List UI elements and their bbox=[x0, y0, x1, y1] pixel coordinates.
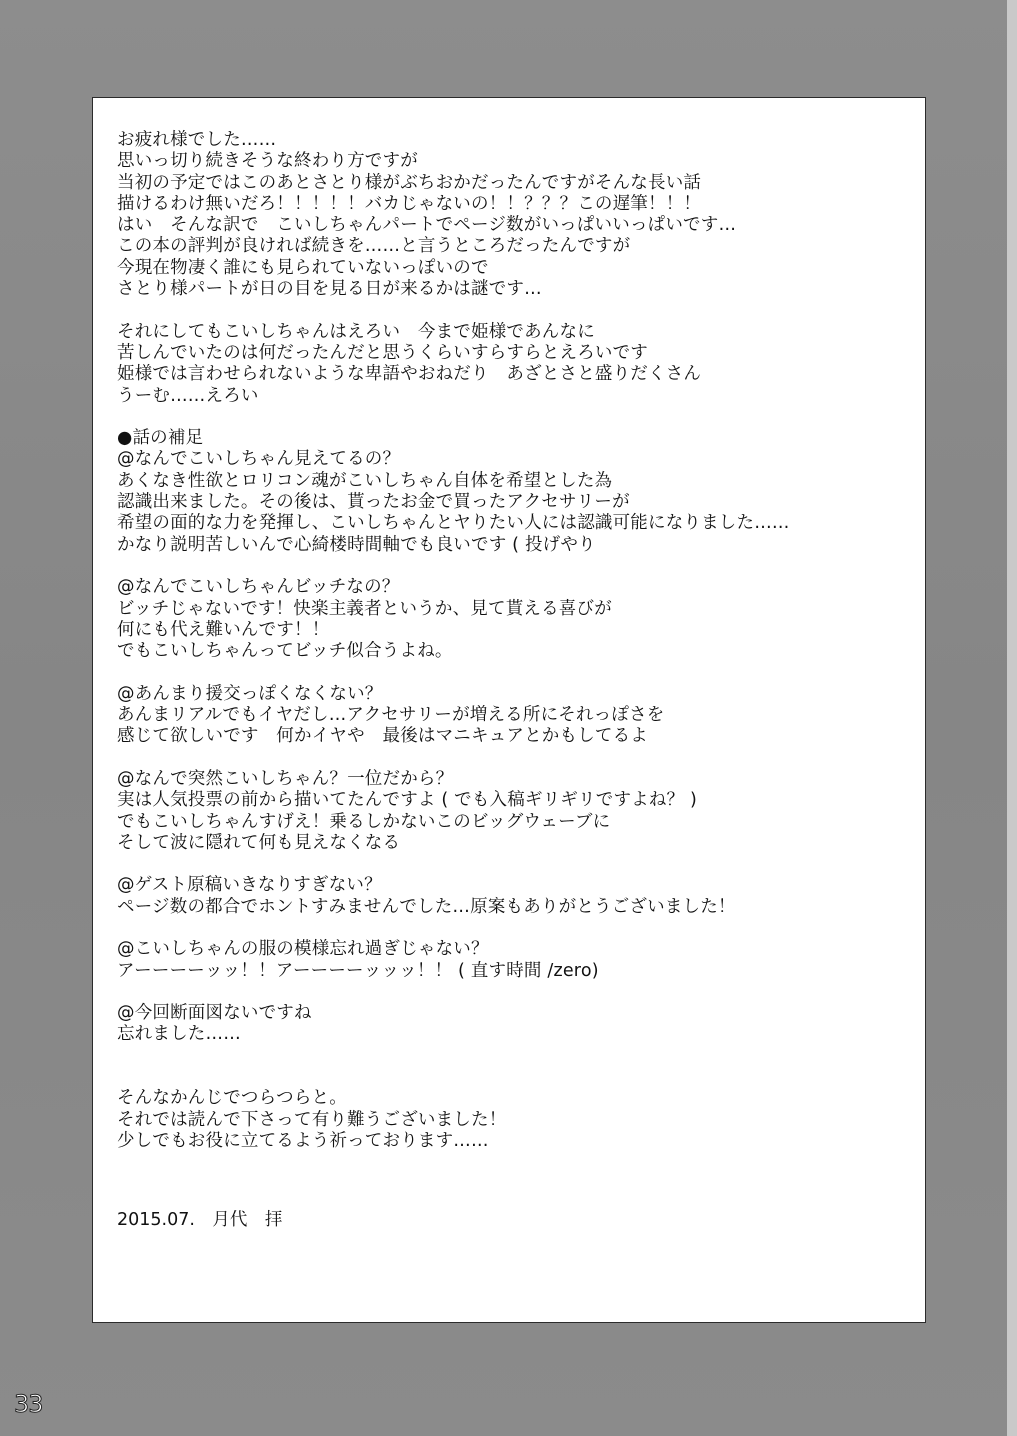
text-line: それにしてもこいしちゃんはえろい 今まで姫様であんなに bbox=[117, 321, 595, 342]
text-line: この本の評判が良ければ続きを……と言うところだったんですが bbox=[117, 236, 631, 257]
text-line: 認識出来ました。その後は、貰ったお金で買ったアクセサリーが bbox=[117, 492, 630, 513]
text-line: はい そんな訳で こいしちゃんパートでページ数がいっぱいいっぱいです… bbox=[117, 215, 737, 236]
text-line: 実は人気投票の前から描いてたんですよ ( でも入稿ギリギリですよね？ ) bbox=[117, 790, 698, 811]
afterword-panel bbox=[92, 97, 926, 1323]
text-line: 描けるわけ無いだろ！！！！！バカじゃないの！！？？？この遅筆！！！ bbox=[117, 193, 702, 214]
question-line: @ゲスト原稿いきなりすぎない？ bbox=[117, 875, 382, 896]
text-line: さとり様パートが日の目を見る日が来るかは謎です… bbox=[117, 279, 542, 300]
text-line: 思いっ切り続きそうな終わり方ですが bbox=[117, 151, 418, 172]
text-line: 姫様では言わせられないような卑語やおねだり あざとさと盛りだくさん bbox=[117, 364, 702, 385]
text-line: お疲れ様でした…… bbox=[117, 130, 277, 150]
page-edge bbox=[1007, 0, 1017, 1436]
signature-date: 2015.07. 月代 拝 bbox=[117, 1210, 283, 1230]
question-line: @こいしちゃんの服の模様忘れ過ぎじゃない？ bbox=[117, 939, 489, 960]
question-line: @なんでこいしちゃんビッチなの？ bbox=[117, 577, 400, 598]
text-line-blank bbox=[117, 748, 907, 769]
text-line: 何にも代え難いんです！！ bbox=[117, 619, 330, 640]
text-line: それでは読んで下さって有り難うございました！ bbox=[117, 1109, 507, 1130]
text-line: 希望の面的な力を発揮し、こいしちゃんとヤりたい人には認識可能になりました…… bbox=[117, 513, 790, 534]
text-line: 少しでもお役に立てるよう祈っております…… bbox=[117, 1130, 489, 1151]
question-line: @あんまり援交っぽくなくない？ bbox=[117, 683, 383, 704]
text-line-blank bbox=[117, 556, 907, 577]
text-line-blank bbox=[117, 1046, 907, 1067]
text-line-blank bbox=[117, 662, 907, 683]
text-line: あくなき性欲とロリコン魂がこいしちゃん自体を希望とした為 bbox=[117, 470, 613, 491]
text-line: あんまリアルでもイヤだし…アクセサリーが増える所にそれっぽさを bbox=[117, 705, 665, 726]
text-line-blank bbox=[117, 854, 907, 875]
afterword-text bbox=[117, 130, 907, 1152]
text-line: でもこいしちゃんすげえ！乗るしかないこのビッグウェーブに bbox=[117, 811, 611, 832]
page-number: 33 bbox=[14, 1390, 43, 1418]
text-line: そして波に隠れて何も見えなくなる bbox=[117, 832, 401, 853]
text-line: かなり説明苦しいんで心綺楼時間軸でも良いです ( 投げやり bbox=[117, 534, 596, 555]
text-line: 苦しんでいたのは何だったんだと思うくらいすらすらとえろいです bbox=[117, 342, 648, 363]
text-line-blank bbox=[117, 1067, 907, 1088]
text-line-blank bbox=[117, 918, 907, 939]
text-line: うーむ……えろい bbox=[117, 385, 259, 406]
text-line: 当初の予定ではこのあとさとり様がぶちおかだったんですがそんな長い話 bbox=[117, 172, 702, 193]
text-line: そんなかんじでつらつらと。 bbox=[117, 1088, 347, 1109]
question-line: @なんでこいしちゃん見えてるの？ bbox=[117, 449, 401, 470]
section-heading: ●話の補足 bbox=[117, 428, 204, 449]
question-line: @今回断面図ないですね bbox=[117, 1003, 312, 1024]
text-line: 感じて欲しいです 何かイヤや 最後はマニキュアとかもしてるよ bbox=[117, 726, 648, 747]
question-line: @なんで突然こいしちゃん？一位だから？ bbox=[117, 768, 454, 789]
text-line-blank bbox=[117, 407, 907, 428]
text-line-blank bbox=[117, 300, 907, 321]
text-line: アーーーーッッ！！アーーーーッッッ！！ ( 直す時間 /zero) bbox=[117, 960, 599, 981]
text-line: 今現在物凄く誰にも見られていないっぽいので bbox=[117, 257, 489, 278]
text-line: ページ数の都合でホントすみませんでした…原案もありがとうございました！ bbox=[117, 896, 736, 917]
text-line-blank bbox=[117, 982, 907, 1003]
text-line: でもこいしちゃんってビッチ似合うよね。 bbox=[117, 641, 453, 662]
text-line: ビッチじゃないです！快楽主義者というか、見て貰える喜びが bbox=[117, 598, 612, 619]
text-line: 忘れました…… bbox=[117, 1024, 241, 1045]
